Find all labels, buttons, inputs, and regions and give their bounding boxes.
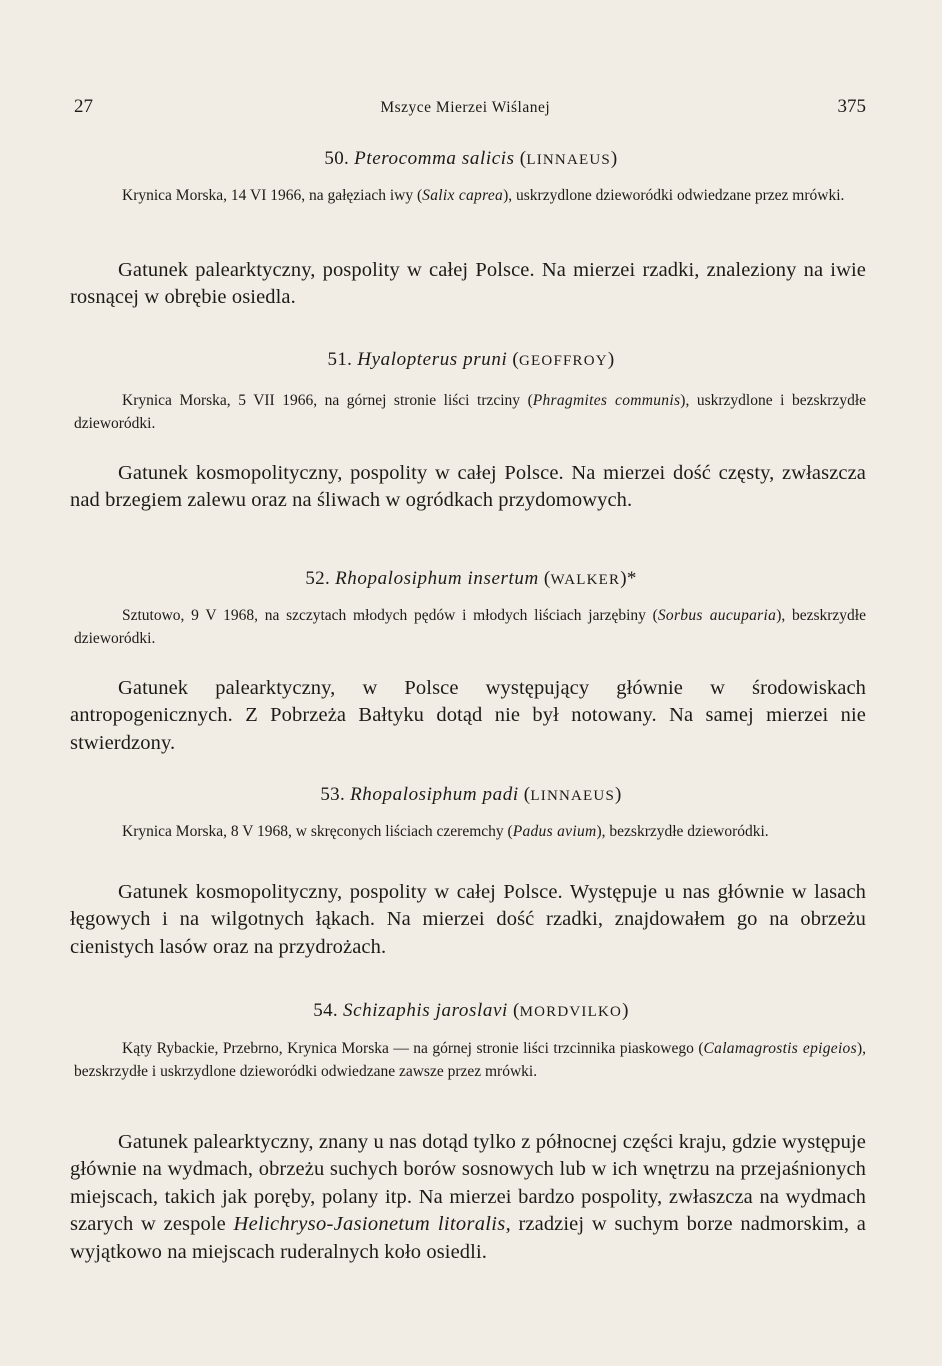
entry-record <box>74 820 866 843</box>
entry-record <box>74 184 866 207</box>
species-name: Rhopalosiphum insertum <box>335 568 539 589</box>
species-name: Schizaphis jaroslavi <box>343 1000 508 1021</box>
species-author: LINNAEUS <box>526 152 611 168</box>
author-suffix: )* <box>620 568 637 589</box>
entry-record <box>74 389 866 435</box>
text-run: , rzadziej w suchym borze nadmorskim, a wyjątkowo na miejscach ruderalnych koło osiedli. <box>70 1213 866 1263</box>
running-title: Mszyce Mierzei Wiślanej <box>380 99 551 116</box>
text-run: ), bezskrzydłe dzieworódki. <box>74 607 866 647</box>
text-run: Sztutowo, 9 V 1968, na szczytach młodych pędów i młodych liściach jarzębiny ( <box>122 607 658 624</box>
entry-title: 53. Rhopalosiphum padi (LINNAEUS) <box>320 784 622 805</box>
text-run: Gatunek kosmopolityczny, pospolity w całej Polsce. Na mierzei dość częsty, zwłaszcza nad brzegiem zalewu oraz na śliwach w ogródkach przydomowych. <box>70 462 866 512</box>
text-run: ), uskrzydlone i bezskrzydłe dzieworódki. <box>74 392 867 432</box>
species-name: Pterocomma salicis <box>354 148 515 169</box>
entry-remarks <box>70 879 866 961</box>
text-run: Krynica Morska, 8 V 1968, w skręconych liściach czeremchy ( <box>122 823 513 840</box>
text-run: Gatunek kosmopolityczny, pospolity w całej Polsce. Występuje u nas głównie w lasach łęgowych i na wilgotnych łąkach. Na mierzei dość rzadki, znajdowałem go na obrzeżu cienistych lasów oraz na przydrożach. <box>70 881 866 958</box>
text-run: Gatunek palearktyczny, w Polsce występujący głównie w środowiskach antropogenicznych. Z Pobrzeża Bałtyku dotąd nie był notowany. Na samej mierzei nie stwierdzony. <box>70 677 866 754</box>
italic-latin-name: Phragmites communis <box>532 392 681 409</box>
entry-remarks <box>70 257 866 312</box>
page-number: 375 <box>837 96 866 117</box>
entry-title: 51. Hyalopterus pruni (GEOFFROY) <box>327 349 615 370</box>
entry-number: 51. <box>327 349 353 370</box>
entry-remarks <box>70 1129 866 1266</box>
text-run: Krynica Morska, 5 VII 1966, na górnej stronie liści trzciny ( <box>122 392 533 409</box>
text-run: ), bezskrzydłe i uskrzydlone dzieworódki odwiedzane zawsze przez mrówki. <box>74 1040 866 1080</box>
entry-title: 52. Rhopalosiphum insertum (WALKER)* <box>305 568 637 589</box>
text-run: Gatunek palearktyczny, znany u nas dotąd tylko z północnej części kraju, gdzie występuje głównie na wydmach, obrzeżu suchych borów sosnowych lub w ich wnętrzu na przejaśnionych miejscach, takich jak poręby, polany itp. Na mierzei bardzo pospolity, zwłaszcza na wydmach szarych w zespole <box>70 1131 866 1236</box>
entry-number: 53. <box>320 784 346 805</box>
text-run: ), bezskrzydłe dzieworódki. <box>596 823 769 840</box>
entry-remarks <box>70 460 866 515</box>
species-author: MORDVILKO <box>519 1004 623 1020</box>
entry-title: 54. Schizaphis jaroslavi (MORDVILKO) <box>313 1000 629 1021</box>
italic-latin-name: Salix caprea <box>422 187 504 204</box>
text-run: Krynica Morska, 14 VI 1966, na gałęziach iwy ( <box>122 187 423 204</box>
species-author: WALKER <box>550 572 621 588</box>
entry-number: 50. <box>324 148 350 169</box>
entry-remarks <box>70 675 866 757</box>
entry-title: 50. Pterocomma salicis (LINNAEUS) <box>324 148 618 169</box>
page-header <box>74 96 866 118</box>
species-author: GEOFFROY <box>519 353 608 369</box>
italic-latin-name: Sorbus aucuparia <box>657 607 777 624</box>
text-run: ), uskrzydlone dzieworódki odwiedzane przez mrówki. <box>503 187 845 204</box>
species-name: Hyalopterus pruni <box>357 349 508 370</box>
italic-latin-name: Calamagrostis epigeios <box>703 1040 857 1057</box>
entry-number: 54. <box>313 1000 338 1021</box>
entry-record <box>74 604 866 650</box>
text-run: Gatunek palearktyczny, pospolity w całej Polsce. Na mierzei rzadki, znaleziony na iwie rosnącej w obrębie osiedla. <box>70 259 866 309</box>
left-page-marker: 27 <box>74 96 93 117</box>
species-author: LINNAEUS <box>530 788 615 804</box>
italic-latin-name: Padus avium <box>512 823 597 840</box>
species-name: Rhopalosiphum padi <box>350 784 519 805</box>
entry-number: 52. <box>305 568 331 589</box>
text-run: Kąty Rybackie, Przebrno, Krynica Morska — na górnej stronie liści trzcinnika piaskowego ( <box>122 1040 704 1057</box>
italic-latin-name: Helichryso-Jasionetum litoralis <box>233 1213 506 1236</box>
entry-record <box>74 1037 866 1083</box>
